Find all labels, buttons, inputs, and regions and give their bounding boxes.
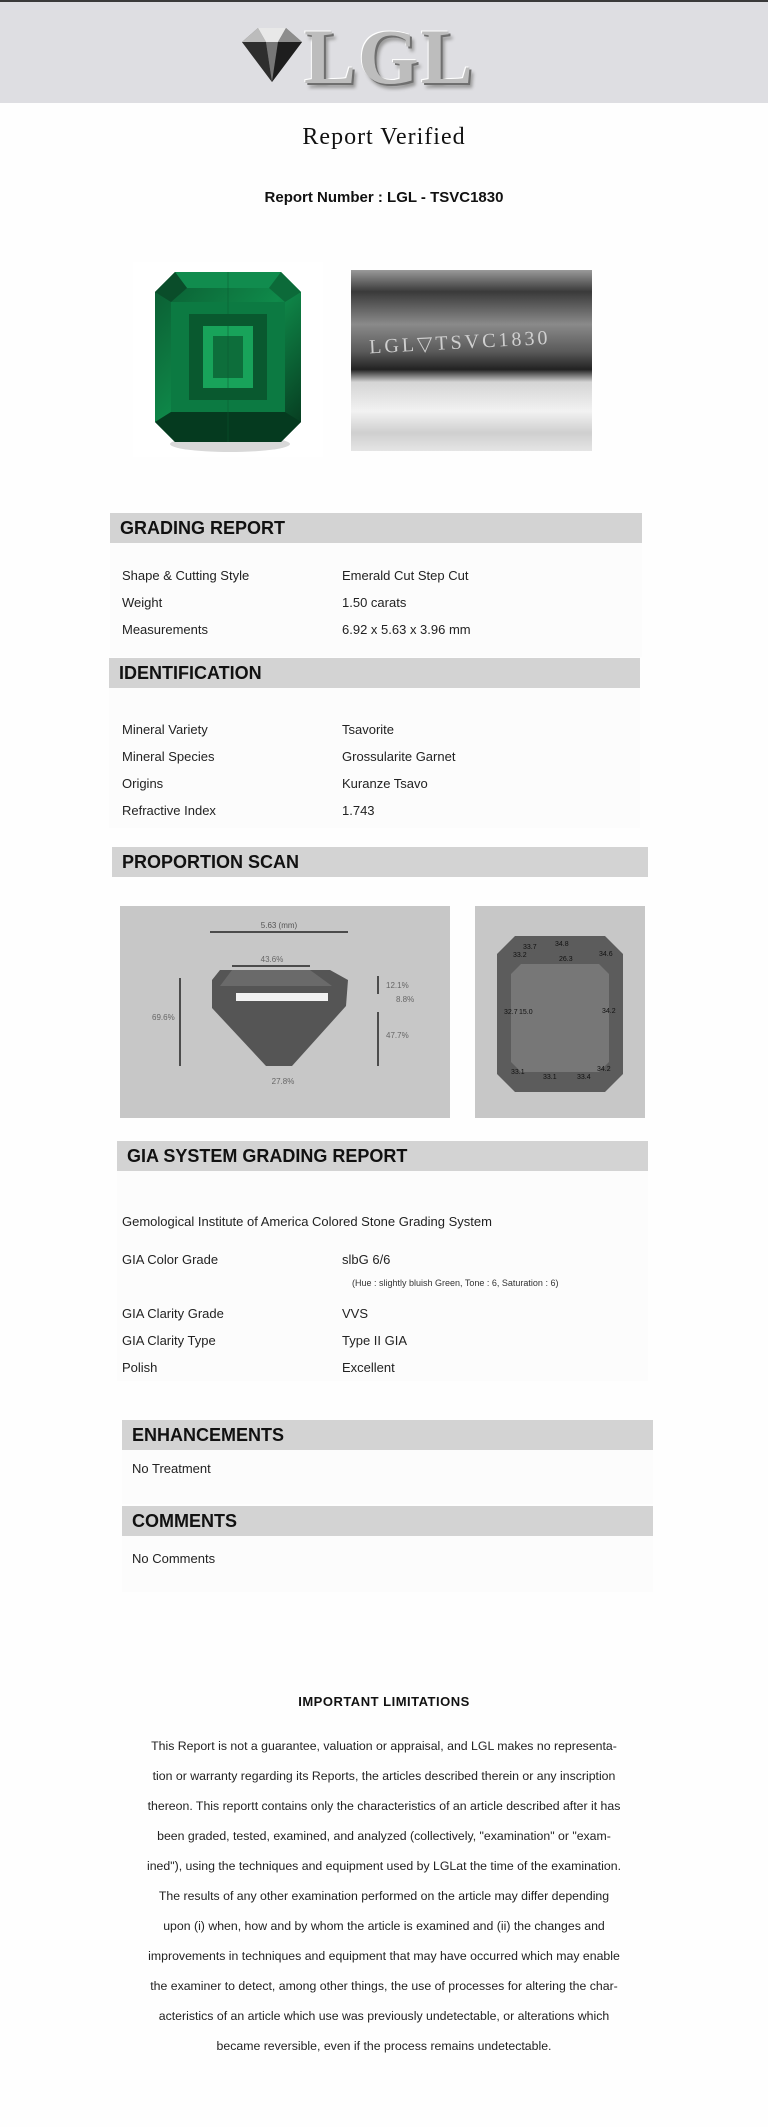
limitations-body [118,1731,650,2061]
proportion-scan-heading: PROPORTION SCAN [112,847,648,877]
table-pct: 43.6% [260,955,284,964]
pavilion-pct: 47.7% [386,1031,409,1040]
page-title: Report Verified [302,124,466,150]
inscription-photo [351,270,592,451]
limitations-heading: IMPORTANT LIMITATIONS [298,1694,470,1709]
top-label-5: 34.6 [599,951,613,958]
diamond-logo-icon [232,20,312,90]
header-banner [0,2,768,103]
grading-report-heading: GRADING REPORT [110,513,642,543]
top-label-3: 33.2 [513,952,527,959]
mineral-species-label: Mineral Species [122,749,215,764]
limitations-line: The results of any other examination performed on the article may differ depending [158,1889,610,1903]
limitations-line: been graded, tested, examined, and analyzed (collectively, "examination" or "exam- [157,1829,611,1843]
lgl-logo[interactable] [232,13,492,100]
top-label-12: 34.2 [597,1066,611,1073]
origins-value: Kuranze Tsavo [342,776,428,791]
weight-value: 1.50 carats [342,595,407,610]
gia-heading: GIA SYSTEM GRADING REPORT [117,1141,648,1171]
top-label-11: 33.4 [577,1074,591,1081]
limitations-line: ined"), using the techniques and equipment used by LGLat the time of the examination. [146,1859,621,1873]
origins-label: Origins [122,776,164,791]
limitations-line: This Report is not a guarantee, valuation or appraisal, and LGL makes no representa- [151,1739,617,1753]
gia-color-note: (Hue : slightly bluish Green, Tone : 6, Saturation : 6) [352,1278,559,1288]
refractive-index-value: 1.743 [342,803,375,818]
width-label: 5.63 (mm) [260,921,298,930]
comments-text: No Comments [132,1551,216,1566]
limitations-line: acteristics of an article which use was previously undetectable, or alterations which [158,2009,610,2023]
gem-photo [133,262,323,457]
limitations-line: improvements in techniques and equipment that may have occurred which may enable [148,1949,620,1963]
profile-diagram [120,906,450,1118]
limitations-line: tion or warranty regarding its Reports, the articles described therein or any inscription [152,1769,616,1783]
gia-panel [117,1171,648,1381]
depth-pct: 69.6% [152,1013,175,1022]
mineral-variety-label: Mineral Variety [122,722,208,737]
enhancements-text: No Treatment [132,1461,211,1476]
shape-label: Shape & Cutting Style [122,568,250,583]
mineral-species-value: Grossularite Garnet [342,749,456,764]
limitations-line: thereon. This reportt contains only the characteristics of an article described after it has [147,1799,621,1813]
enhancements-panel [122,1450,653,1504]
gia-clarity-type-value: Type II GIA [342,1333,408,1348]
gia-system-name: Gemological Institute of America Colored Stone Grading System [122,1214,492,1229]
weight-label: Weight [122,595,163,610]
gia-clarity-type-label: GIA Clarity Type [122,1333,216,1348]
report-number: Report Number : LGL - TSVC1830 [264,189,504,206]
top-label-4: 26.3 [559,956,573,963]
logo-text: LGL [304,13,475,100]
shape-value: Emerald Cut Step Cut [342,568,469,583]
gia-clarity-grade-label: GIA Clarity Grade [122,1306,224,1321]
limitations-line: upon (i) when, how and by whom the article is examined and (ii) the changes and [163,1919,605,1933]
top-label-7: 15.0 [519,1009,533,1016]
mineral-variety-value: Tsavorite [342,722,395,737]
top-label-2: 34.8 [555,941,569,948]
crown-pct: 12.1% [386,981,409,990]
top-label-9: 33.1 [511,1069,525,1076]
top-view-diagram [475,906,645,1118]
top-label-10: 33.1 [543,1074,557,1081]
girdle-pct: 8.8% [396,995,415,1004]
identification-heading: IDENTIFICATION [109,658,640,688]
top-label-6: 32.7 [504,1009,518,1016]
culet-pct: 27.8% [271,1077,295,1086]
gia-color-value: slbG 6/6 [342,1252,391,1267]
refractive-index-label: Refractive Index [122,803,216,818]
limitations-line: the examiner to detect, among other things, the use of processes for altering the char- [150,1979,618,1993]
comments-heading: COMMENTS [122,1506,653,1536]
limitations-line: became reversible, even if the process remains undetectable. [216,2039,552,2053]
polish-value: Excellent [342,1360,395,1375]
polish-label: Polish [122,1360,158,1375]
gia-color-label: GIA Color Grade [122,1252,219,1267]
inscription-text: LGL▽TSVC1830 [368,326,551,359]
measurements-label: Measurements [122,622,208,637]
measurements-value: 6.92 x 5.63 x 3.96 mm [342,622,471,637]
gia-clarity-grade-value: VVS [342,1306,369,1321]
enhancements-heading: ENHANCEMENTS [122,1420,653,1450]
top-label-1: 33.7 [523,944,537,951]
top-label-8: 34.2 [602,1008,616,1015]
